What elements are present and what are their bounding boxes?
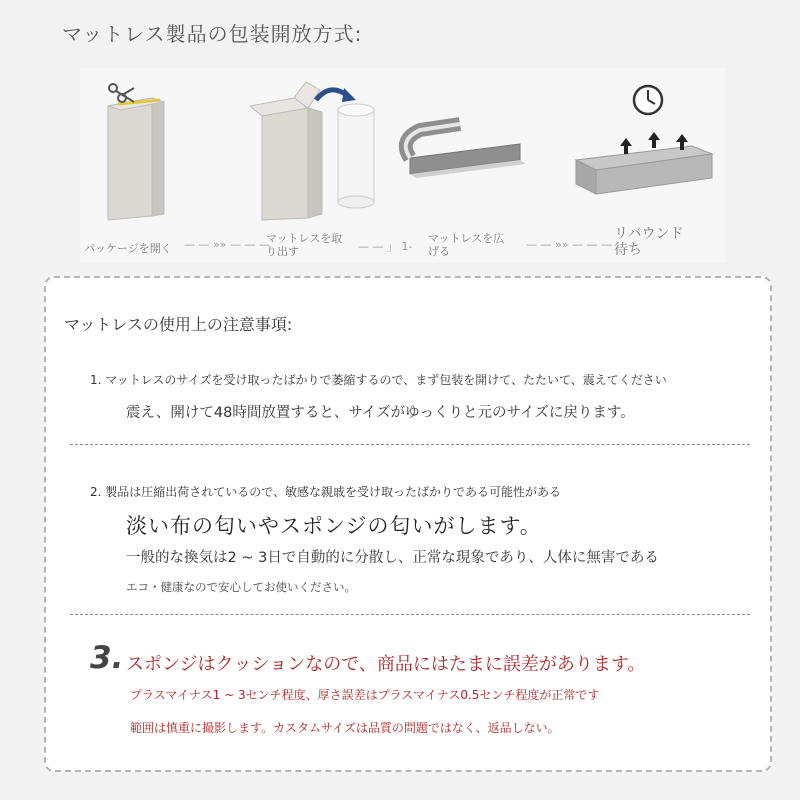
note-2-line-1: 2. 製品は圧縮出荷されているので、敏感な親戚を受け取ったばかりである可能性がある — [90, 485, 562, 499]
note-3-number: 3. — [90, 640, 124, 676]
step-4-label: リバウンド 待ち — [614, 226, 684, 258]
step-3-label: マットレスを広 げる — [428, 232, 505, 258]
scissors-box-icon — [108, 84, 164, 220]
divider-1 — [70, 444, 750, 445]
unroll-mattress-icon — [406, 124, 526, 178]
note-3-line-1: プラスマイナス1 ~ 3センチ程度、厚さ誤差はプラスマイナス0.5センチ程度が正常です — [130, 688, 600, 702]
step-1-label: パッケージを開く — [84, 242, 172, 255]
step-arrow-3: — — »» — — — — [526, 238, 612, 251]
step-arrow-1: — — »» — — — — [184, 238, 270, 251]
note-1-line-2: 震え、開けて48時間放置すると、サイズがゆっくりと元のサイズに戻ります。 — [126, 405, 635, 421]
step-2-label: マットレスを取 り出す — [266, 232, 343, 258]
step-arrow-2: — — 」 1- — [358, 240, 413, 253]
notes-card — [44, 276, 772, 772]
note-1-line-1: 1. マットレスのサイズを受け取ったばかりで萎縮するので、まず包装を開けて、たたいて、震えてください — [90, 373, 667, 387]
notes-title: マットレスの使用上の注意事項: — [64, 315, 293, 334]
unpacking-illustration — [80, 68, 725, 263]
page-title: マットレス製品の包装開放方式: — [62, 22, 363, 46]
note-2-line-4: エコ・健康なので安心してお使いください。 — [126, 580, 356, 594]
clock-expand-icon — [576, 86, 712, 194]
note-3-heading: スポンジはクッションなので、商品にはたまに誤差があります。 — [126, 654, 646, 675]
note-3-line-2: 範囲は慎重に撮影します。カスタムサイズは品質の問題ではなく、返品しない。 — [130, 721, 560, 735]
divider-2 — [70, 614, 750, 615]
note-2-line-3: 一般的な換気は2 ~ 3日で自動的に分散し、正常な現象であり、人体に無害である — [126, 550, 659, 566]
note-2-highlight: 淡い布の匂いやスポンジの匂いがします。 — [126, 514, 542, 538]
open-box-roll-icon — [250, 82, 374, 220]
